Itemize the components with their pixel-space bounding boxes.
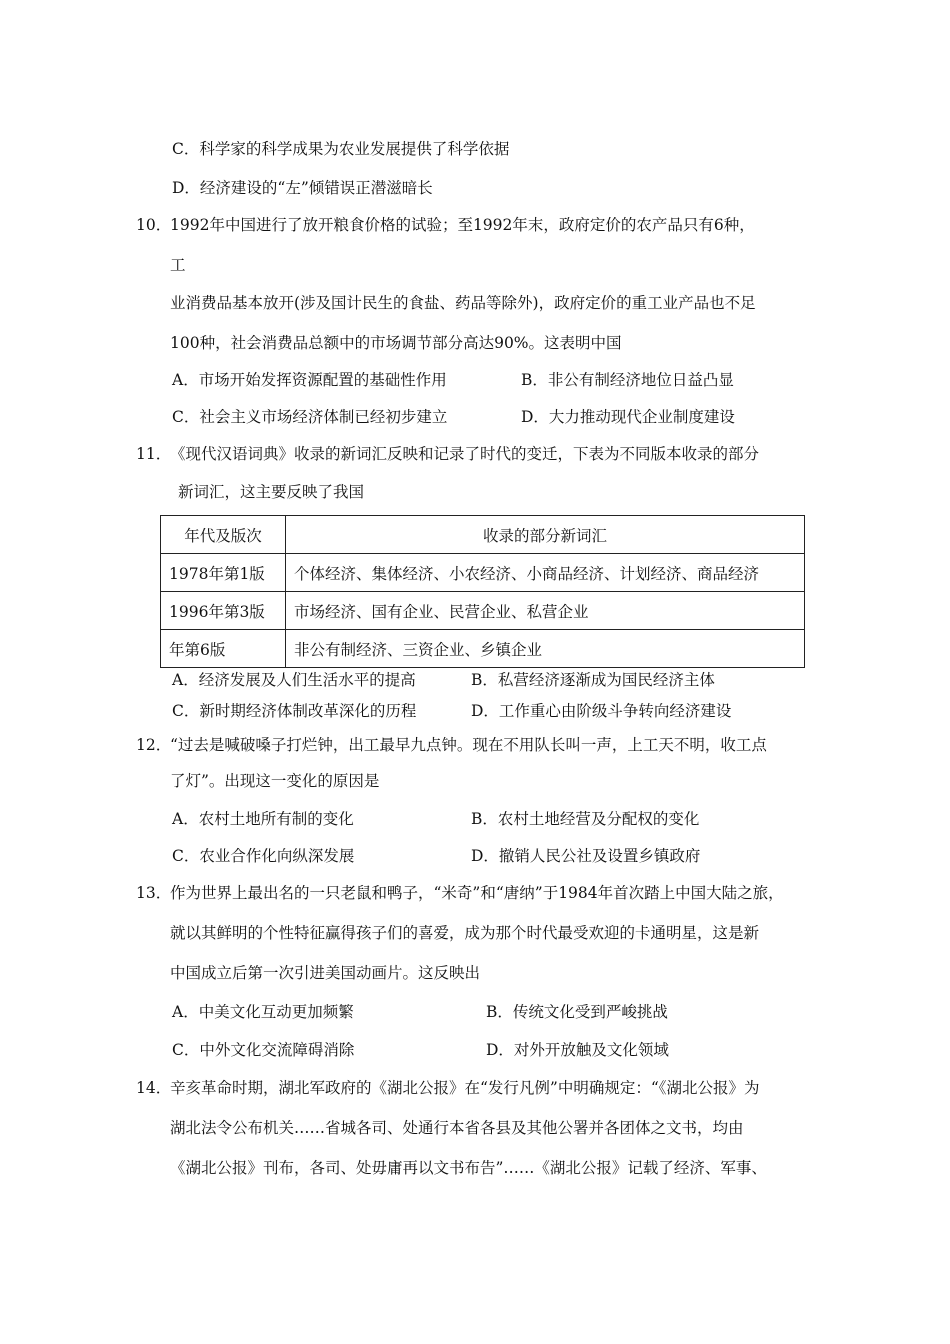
q10-stem-line: 工 <box>170 256 186 274</box>
q12-option-a: A．农村土地所有制的变化 <box>172 810 354 828</box>
vocabulary-table <box>160 515 805 668</box>
q10-stem-line: 业消费品基本放开(涉及国计民生的食盐、药品等除外)，政府定价的重工业产品也不足 <box>170 294 756 312</box>
q12-stem-line: 了灯”。出现这一变化的原因是 <box>170 772 380 790</box>
q10-number: 10． <box>136 216 172 234</box>
table-header-row <box>161 516 805 554</box>
table-cell-words: 个体经济、集体经济、小农经济、小商品经济、计划经济、商品经济 <box>286 554 805 592</box>
table-row <box>161 554 805 592</box>
q10-stem-line: 100种，社会消费品总额中的市场调节部分高达90%。这表明中国 <box>170 334 622 352</box>
q10-option-d: D．大力推动现代企业制度建设 <box>521 408 735 426</box>
q11-option-a: A．经济发展及人们生活水平的提高 <box>172 671 416 689</box>
q12-number: 12． <box>136 736 172 754</box>
q11-option-d: D．工作重心由阶级斗争转向经济建设 <box>471 702 732 720</box>
q11-option-b: B．私营经济逐渐成为国民经济主体 <box>471 671 715 689</box>
q10-option-c: C．社会主义市场经济体制已经初步建立 <box>172 408 448 426</box>
table-row <box>161 592 805 630</box>
table-row <box>161 630 805 668</box>
table-header-words: 收录的部分新词汇 <box>286 516 805 554</box>
table-cell-edition: 1978年第1版 <box>161 554 286 592</box>
q9-option-c: C．科学家的科学成果为农业发展提供了科学依据 <box>172 140 510 158</box>
q13-option-d: D．对外开放触及文化领域 <box>486 1041 669 1059</box>
q14-stem-line: 《湖北公报》刊布，各司、处毋庸再以文书布告”……《湖北公报》记载了经济、军事、 <box>170 1159 767 1177</box>
q13-number: 13． <box>136 884 172 902</box>
q12-option-b: B．农村土地经营及分配权的变化 <box>471 810 700 828</box>
q13-option-b: B．传统文化受到严峻挑战 <box>486 1003 668 1021</box>
q9-option-d: D．经济建设的“左”倾错误正潜滋暗长 <box>172 179 433 197</box>
q11-stem-line: 新词汇，这主要反映了我国 <box>178 483 365 501</box>
q11-stem-line: 《现代汉语词典》收录的新词汇反映和记录了时代的变迁，下表为不同版本收录的部分 <box>170 445 760 463</box>
q10-option-b: B．非公有制经济地位日益凸显 <box>521 371 734 389</box>
q12-stem-line: “过去是喊破嗓子打烂钟，出工最早九点钟。现在不用队长叫一声，上工天不明，收工点 <box>170 736 767 754</box>
q13-option-a: A．中美文化互动更加频繁 <box>172 1003 354 1021</box>
q11-option-c: C．新时期经济体制改革深化的历程 <box>172 702 417 720</box>
q11-number: 11． <box>136 445 172 463</box>
q14-number: 14． <box>136 1079 172 1097</box>
table-header-edition: 年代及版次 <box>161 516 286 554</box>
q12-option-d: D．撤销人民公社及设置乡镇政府 <box>471 847 701 865</box>
table-cell-words: 市场经济、国有企业、民营企业、私营企业 <box>286 592 805 630</box>
q13-stem-line: 中国成立后第一次引进美国动画片。这反映出 <box>170 964 481 982</box>
table-cell-words: 非公有制经济、三资企业、乡镇企业 <box>286 630 805 668</box>
q10-stem-line: 1992年中国进行了放开粮食价格的试验；至1992年末，政府定价的农产品只有6种， <box>170 216 755 234</box>
table-cell-edition: 1996年第3版 <box>161 592 286 630</box>
q14-stem-line: 辛亥革命时期，湖北军政府的《湖北公报》在“发行凡例”中明确规定：“《湖北公报》为 <box>170 1079 760 1097</box>
q14-stem-line: 湖北法令公布机关……省城各司、处通行本省各县及其他公署并各团体之文书，均由 <box>170 1119 744 1137</box>
q12-option-c: C．农业合作化向纵深发展 <box>172 847 355 865</box>
q13-option-c: C．中外文化交流障碍消除 <box>172 1041 355 1059</box>
q13-stem-line: 就以其鲜明的个性特征赢得孩子们的喜爱，成为那个时代最受欢迎的卡通明星，这是新 <box>170 924 760 942</box>
q13-stem-line: 作为世界上最出名的一只老鼠和鸭子，“米奇”和“唐纳”于1984年首次踏上中国大陆之旅， <box>170 884 784 902</box>
q10-option-a: A．市场开始发挥资源配置的基础性作用 <box>172 371 447 389</box>
table-cell-edition: 年第6版 <box>161 630 286 668</box>
